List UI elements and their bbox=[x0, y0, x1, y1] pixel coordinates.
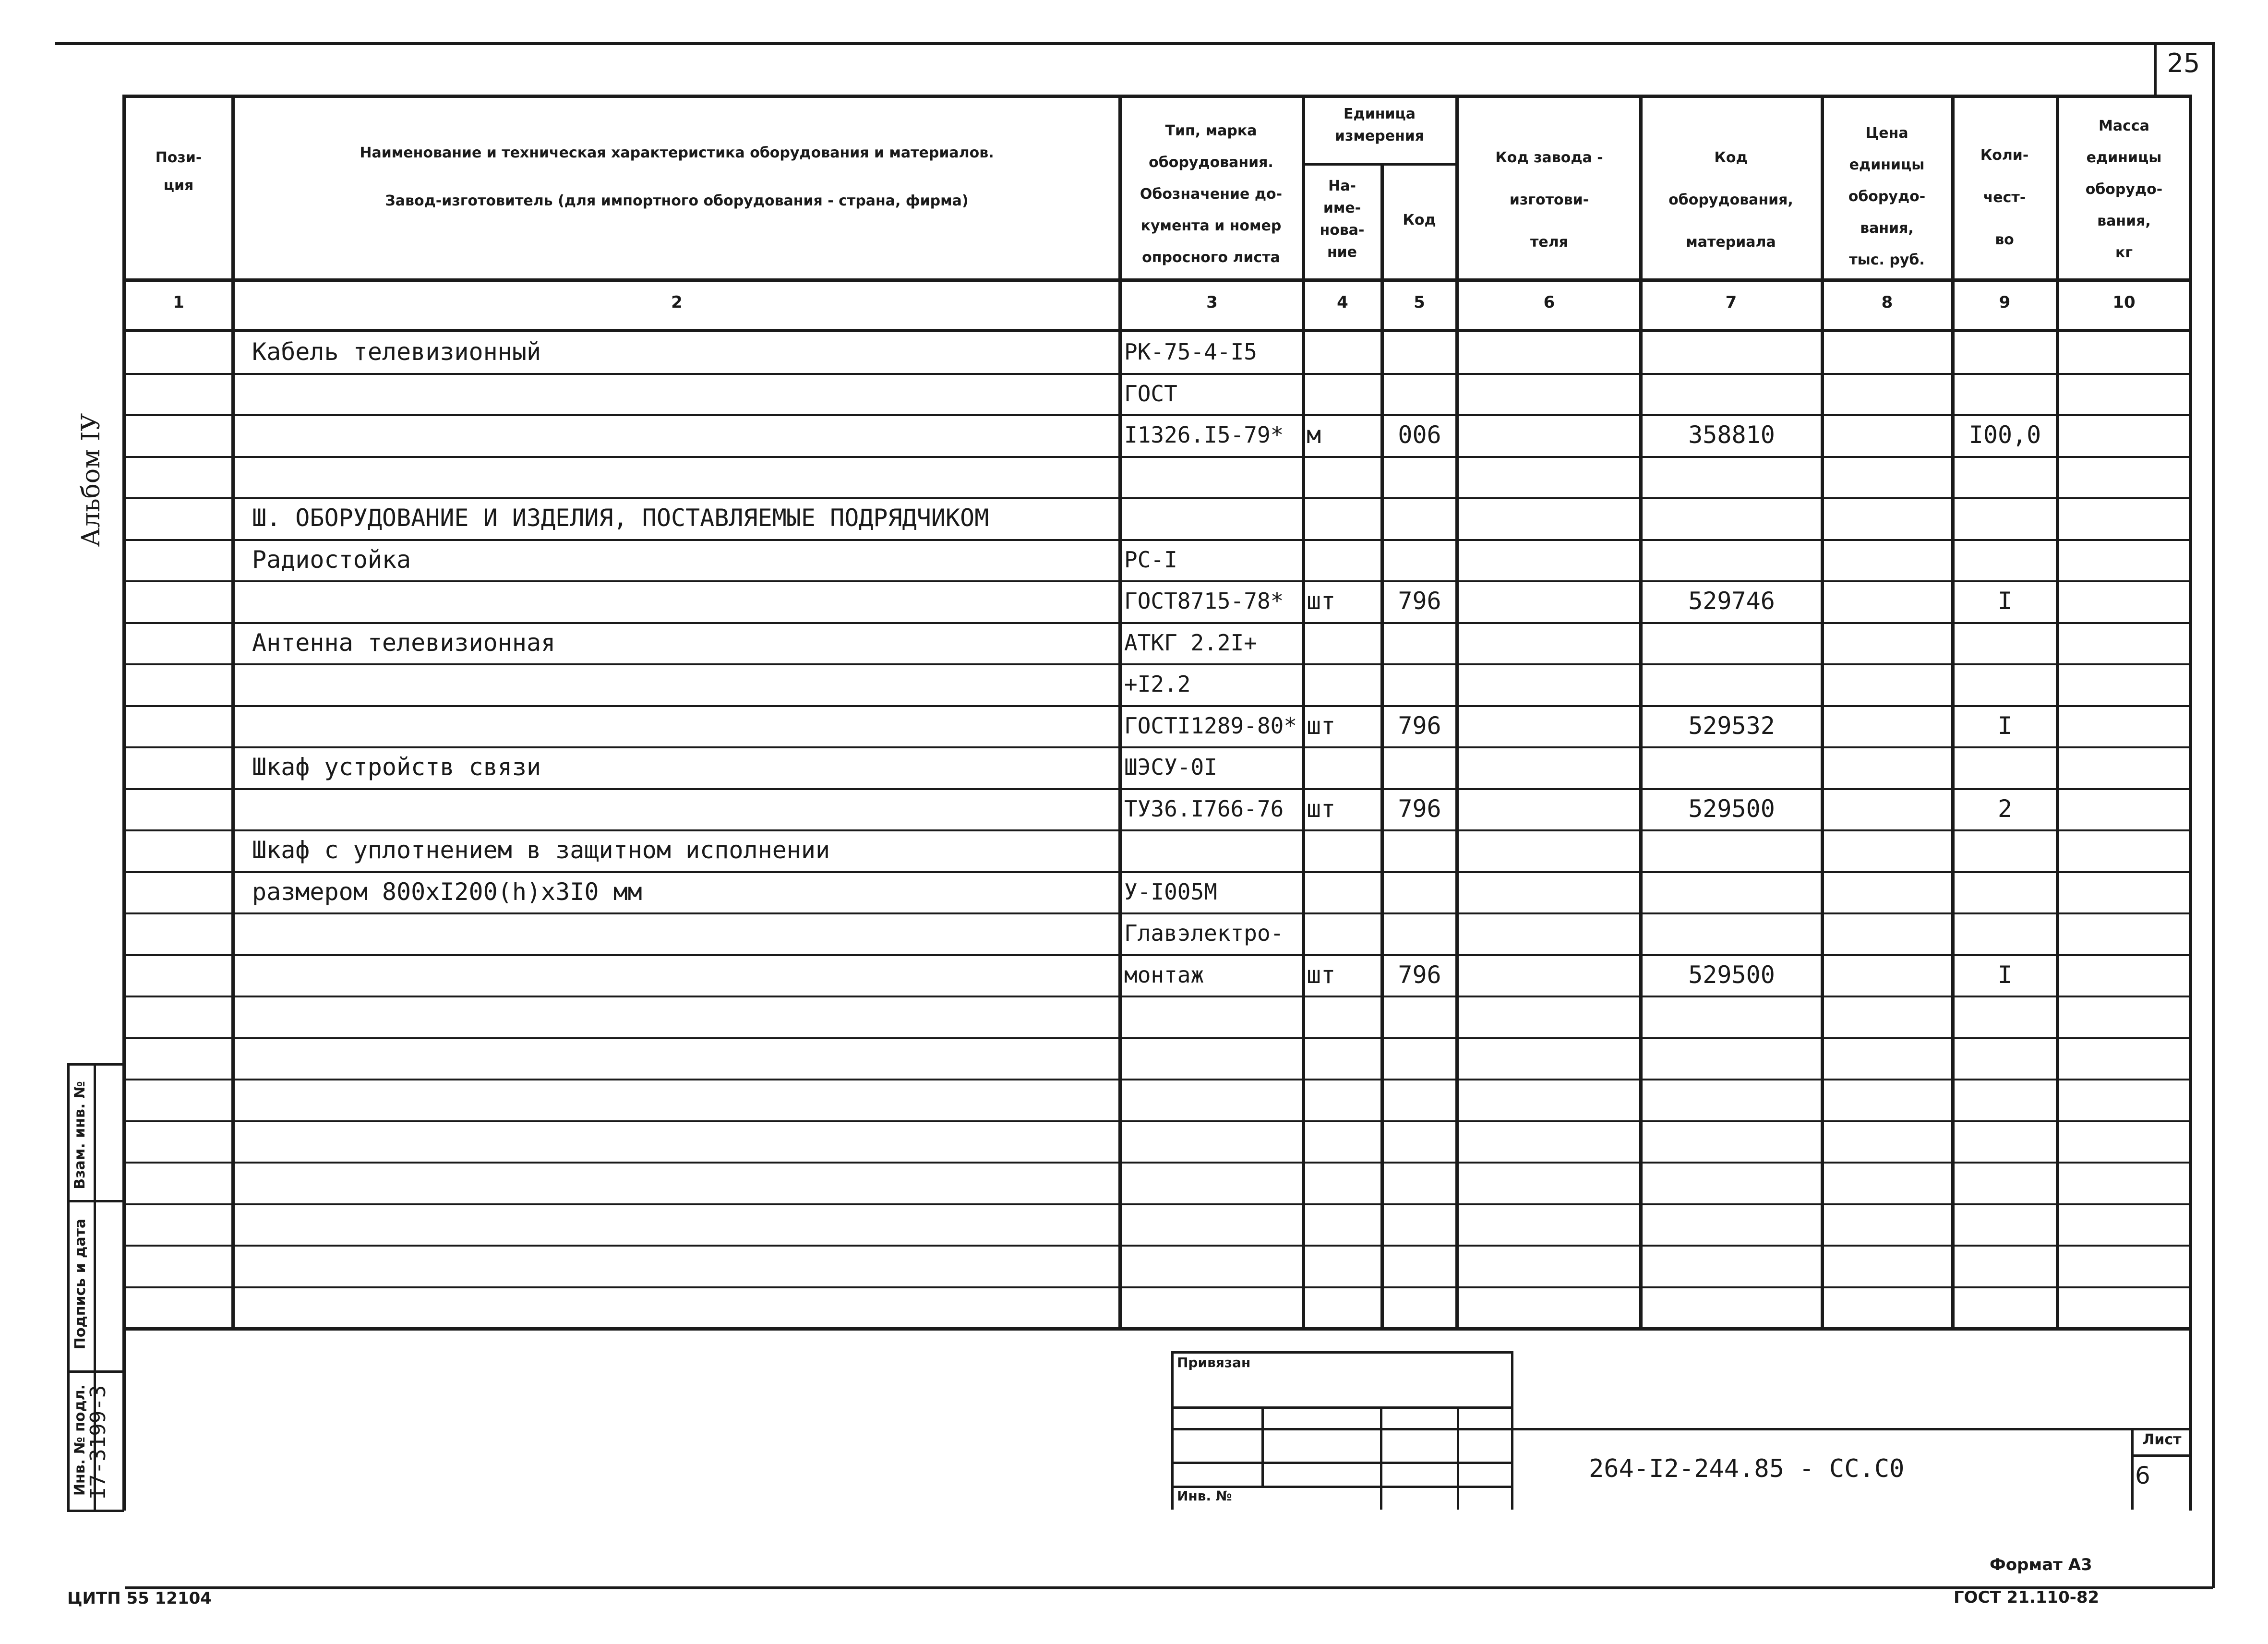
footer-format: Формат А3 bbox=[1990, 1555, 2092, 1574]
stamp-podpis-label: Подпись и дата bbox=[72, 1218, 89, 1350]
header-position: Пози- ция bbox=[155, 149, 202, 194]
header-unit-group: Единица измерения bbox=[1334, 106, 1425, 144]
row-unit: шт bbox=[1307, 587, 1336, 615]
titleblock-row-1 bbox=[1171, 1406, 1512, 1409]
row-type: У-I005М bbox=[1124, 879, 1217, 905]
row-equipment-code: 358810 bbox=[1688, 421, 1775, 449]
header-type: Тип, марка оборудования. Обозначение до- кумента и номер опросного листа bbox=[1140, 122, 1283, 266]
album-label: Альбом IУ bbox=[77, 413, 106, 547]
titleblock-v3 bbox=[1457, 1406, 1459, 1510]
titleblock-v2 bbox=[1380, 1406, 1382, 1510]
row-name: Кабель телевизионный bbox=[252, 338, 541, 366]
frame-top-line bbox=[55, 42, 2215, 45]
header-equipment-code: Код оборудования, материала bbox=[1668, 149, 1793, 251]
row-type: Главэлектро- bbox=[1124, 920, 1284, 946]
row-name: Антенна телевизионная bbox=[252, 629, 556, 657]
row-quantity: I bbox=[1997, 712, 2013, 740]
colnum-1: 1 bbox=[173, 293, 184, 312]
row-separator-line bbox=[122, 1245, 2191, 1247]
colnum-10: 10 bbox=[2112, 293, 2136, 312]
page-number: 25 bbox=[2167, 48, 2200, 78]
row-separator-line bbox=[122, 1286, 2191, 1288]
col-line-5 bbox=[1455, 95, 1459, 1328]
row-quantity: I bbox=[1997, 961, 2013, 989]
row-name: размером 800хI200(h)х3I0 мм bbox=[252, 878, 642, 906]
stamp-inv-podl-label: Инв. № подл. bbox=[72, 1384, 88, 1496]
row-type: ШЭСУ-0I bbox=[1124, 754, 1217, 780]
inv-no-label: Инв. № bbox=[1177, 1488, 1232, 1504]
header-price: Цена единицы оборудо- вания, тыс. руб. bbox=[1848, 125, 1926, 268]
colnum-6: 6 bbox=[1543, 293, 1555, 312]
table-top-line bbox=[122, 95, 2191, 98]
row-type: I1326.I5-79* bbox=[1124, 422, 1284, 448]
titleblock-row-2 bbox=[1171, 1428, 1512, 1430]
titleblock-left bbox=[1171, 1351, 1174, 1510]
footer-gost: ГОСТ 21.110-82 bbox=[1954, 1588, 2100, 1607]
row-equipment-code: 529532 bbox=[1688, 712, 1775, 740]
privyazan-label: Привязан bbox=[1177, 1355, 1251, 1370]
row-equipment-code: 529500 bbox=[1688, 795, 1775, 823]
row-name: Радиостойка bbox=[252, 546, 411, 574]
row-separator-line bbox=[122, 996, 2191, 997]
row-unit: м bbox=[1307, 421, 1321, 449]
row-name: Шкаф устройств связи bbox=[252, 753, 541, 781]
titleblock-v1 bbox=[1261, 1406, 1264, 1486]
row-type: монтаж bbox=[1124, 962, 1204, 988]
row-quantity: 2 bbox=[1997, 795, 2013, 823]
row-type: ГОСТ bbox=[1124, 381, 1177, 407]
header-bottom-line bbox=[122, 278, 2191, 282]
titleblock-top bbox=[1171, 1351, 1512, 1354]
row-separator-line bbox=[122, 1079, 2191, 1080]
unit-subheader-line bbox=[1302, 163, 1455, 166]
colnum-9: 9 bbox=[1999, 293, 2011, 312]
stamp-top bbox=[67, 1063, 124, 1066]
col-line-10 bbox=[2189, 95, 2192, 1511]
col-line-0 bbox=[122, 95, 126, 1511]
document-code: 264-I2-244.85 - СС.С0 bbox=[1589, 1454, 1905, 1483]
row-equipment-code: 529500 bbox=[1688, 961, 1775, 989]
col-line-7 bbox=[1821, 95, 1824, 1328]
sheet-box-left bbox=[2131, 1428, 2134, 1510]
col-line-2 bbox=[1118, 95, 1122, 1328]
row-type: АТКГ 2.2I+ bbox=[1124, 630, 1257, 656]
col-line-3 bbox=[1302, 95, 1305, 1328]
sheet-label: Лист bbox=[2142, 1431, 2182, 1448]
col-line-9 bbox=[2056, 95, 2059, 1328]
table-bottom-line bbox=[122, 1327, 2191, 1331]
col-line-4 bbox=[1380, 163, 1384, 1328]
sheet-number: 6 bbox=[2135, 1462, 2150, 1489]
colnum-3: 3 bbox=[1206, 293, 1218, 312]
header-unit-code: Код bbox=[1403, 212, 1436, 228]
row-type: +I2.2 bbox=[1124, 671, 1191, 697]
colnum-8: 8 bbox=[1881, 293, 1893, 312]
stamp-vzam-label: Взам. инв. № bbox=[72, 1081, 88, 1189]
row-unit-code: 796 bbox=[1398, 961, 1441, 989]
row-type: ГОСТI1289-80* bbox=[1124, 713, 1297, 739]
row-unit-code: 006 bbox=[1398, 421, 1441, 449]
row-separator-line bbox=[122, 1120, 2191, 1122]
titleblock-row-3 bbox=[1171, 1462, 1512, 1464]
sheet-box-divider bbox=[2131, 1454, 2190, 1457]
row-unit-code: 796 bbox=[1398, 587, 1441, 615]
header-name-line2: Завод-изготовитель (для импортного оборудования - страна, фирма) bbox=[385, 192, 969, 209]
stamp-inv-podl-value: I7-3199-3 bbox=[86, 1385, 110, 1500]
row-unit-code: 796 bbox=[1398, 712, 1441, 740]
page-number-box-left bbox=[2154, 42, 2157, 96]
titleblock-extension bbox=[1511, 1428, 2190, 1430]
header-name-line1: Наименование и техническая характеристика оборудования и материалов. bbox=[360, 144, 994, 161]
row-unit: шт bbox=[1307, 795, 1336, 823]
row-type: ГОСТ8715-78* bbox=[1124, 588, 1284, 614]
row-separator-line bbox=[122, 456, 2191, 458]
colnum-4: 4 bbox=[1337, 293, 1348, 312]
row-separator-line bbox=[122, 1162, 2191, 1164]
col-line-8 bbox=[1951, 95, 1955, 1328]
frame-bottom-line bbox=[125, 1586, 2213, 1589]
header-maker-code: Код завода - изготови- теля bbox=[1495, 149, 1603, 251]
row-type: РС-I bbox=[1124, 547, 1177, 573]
row-type: РК-75-4-I5 bbox=[1124, 339, 1257, 365]
row-name: Шкаф с уплотнением в защитном исполнении bbox=[252, 836, 830, 864]
frame-right-line bbox=[2212, 42, 2215, 1588]
row-type: ТУ36.I766-76 bbox=[1124, 796, 1284, 822]
row-name: Ш. ОБОРУДОВАНИЕ И ИЗДЕЛИЯ, ПОСТАВЛЯЕМЫЕ ПОДРЯДЧИКОМ bbox=[252, 504, 989, 532]
colnum-7: 7 bbox=[1725, 293, 1737, 312]
header-unit-name: На- име- нова- ние bbox=[1320, 178, 1365, 261]
header-quantity: Коли- чест- во bbox=[1980, 147, 2029, 248]
row-quantity: I00,0 bbox=[1968, 421, 2041, 449]
col-line-6 bbox=[1639, 95, 1643, 1328]
footer-citp: ЦИТП 55 12104 bbox=[67, 1589, 212, 1608]
colnum-2: 2 bbox=[671, 293, 683, 312]
row-quantity: I bbox=[1997, 587, 2013, 615]
row-separator-line bbox=[122, 1037, 2191, 1039]
row-unit-code: 796 bbox=[1398, 795, 1441, 823]
row-separator-line bbox=[122, 1203, 2191, 1205]
col-line-1 bbox=[231, 95, 235, 1328]
row-equipment-code: 529746 bbox=[1688, 587, 1775, 615]
header-mass: Масса единицы оборудо- вания, кг bbox=[2085, 118, 2163, 261]
row-unit: шт bbox=[1307, 961, 1336, 989]
row-unit: шт bbox=[1307, 712, 1336, 740]
titleblock-right bbox=[1511, 1351, 1513, 1510]
colnum-5: 5 bbox=[1414, 293, 1425, 312]
